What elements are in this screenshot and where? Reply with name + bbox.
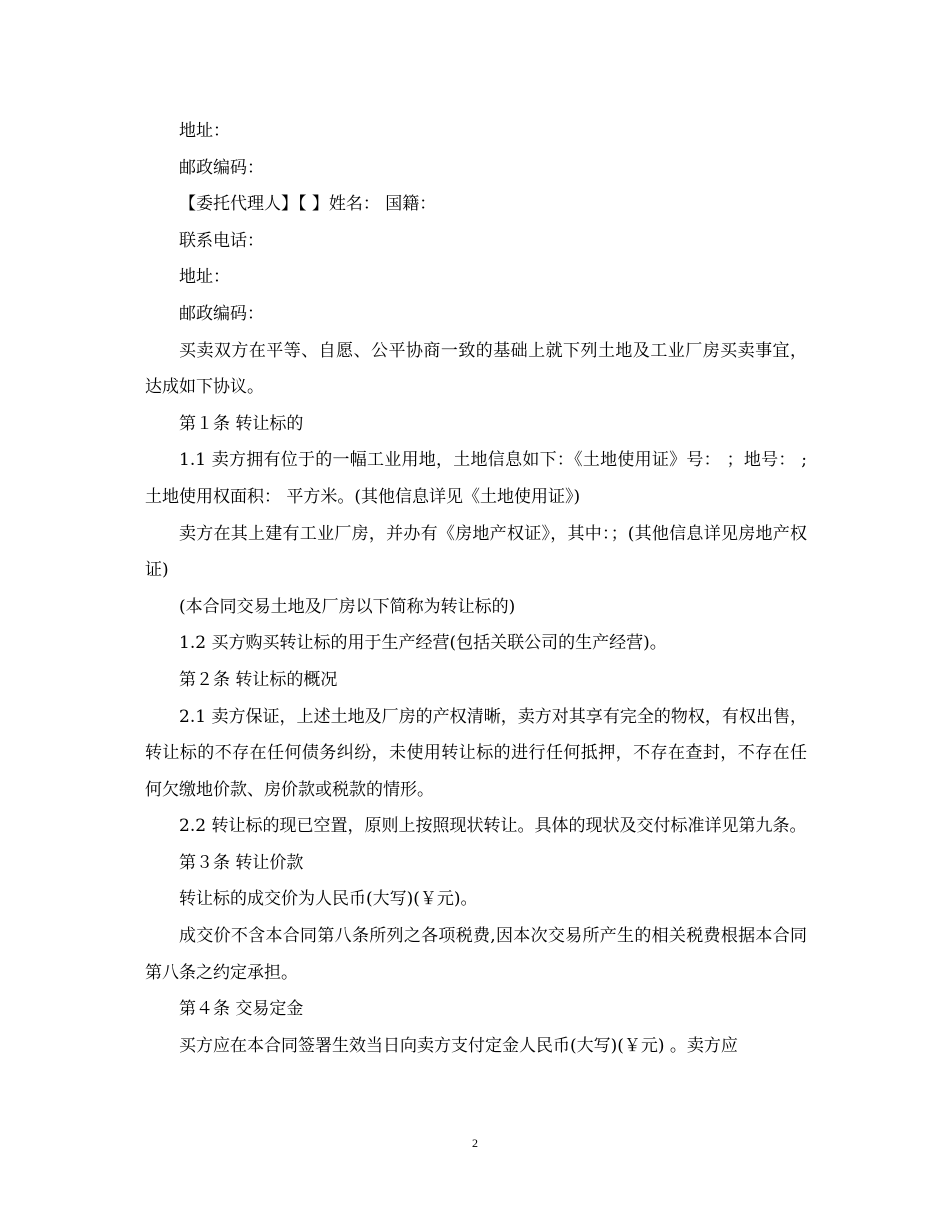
page-number: 2 [472, 1136, 478, 1150]
clause-2-1: 2.1 卖方保证，上述土地及厂房的产权清晰，卖方对其享有完全的物权，有权出售，转让标的不存在任何债务纠纷，未使用转让标的进行任何抵押，不存在查封，不存在任何欠缴地价款、房价款或税款的情形。 [145, 706, 807, 800]
article-1-heading: 第１条 转让标的 [179, 413, 304, 434]
clause-1-2: 1.2 买方购买转让标的用于生产经营(包括关联公司的生产经营)。 [179, 633, 667, 654]
paragraph-phone: 联系电话： [179, 230, 264, 251]
paragraph-address-2: 地址： [179, 267, 230, 288]
document-body [145, 113, 807, 1064]
clause-1-1: 1.1 卖方拥有位于的一幅工业用地，土地信息如下：《土地使用证》号： ；地号： ;土地使用权面积： 平方米。(其他信息详见《土地使用证》) [145, 450, 807, 507]
clause-3-tax: 成交价不含本合同第八条所列之各项税费,因本次交易所产生的相关税费根据本合同第八条之约定承担。 [145, 926, 807, 983]
article-2-heading: 第２条 转让标的概况 [179, 669, 338, 690]
clause-3-price: 转让标的成交价为人民币(大写)(￥元)。 [179, 889, 478, 910]
article-4-heading: 第４条 交易定金 [179, 999, 304, 1020]
article-3-heading: 第３条 转让价款 [179, 852, 304, 873]
clause-1-1-note: (本合同交易土地及厂房以下简称为转让标的) [179, 596, 516, 617]
clause-1-1-factory: 卖方在其上建有工业厂房，并办有《房地产权证》，其中：；(其他信息详见房地产权证) [145, 523, 807, 581]
paragraph-preamble: 买卖双方在平等、自愿、公平协商一致的基础上就下列土地及工业厂房买卖事宜，达成如下协议。 [145, 340, 807, 398]
paragraph-postcode-2: 邮政编码： [179, 303, 264, 324]
paragraph-postcode-1: 邮政编码： [179, 157, 264, 178]
paragraph-agent: 【委托代理人】【 】姓名： 国籍： [179, 194, 437, 215]
clause-4-deposit: 买方应在本合同签署生效当日向卖方支付定金人民币(大写)(￥元) 。卖方应 [179, 1035, 738, 1056]
clause-2-2: 2.2 转让标的现已空置，原则上按照现状转让。具体的现状及交付标准详见第九条。 [179, 816, 807, 837]
paragraph-address-1: 地址： [179, 121, 230, 141]
